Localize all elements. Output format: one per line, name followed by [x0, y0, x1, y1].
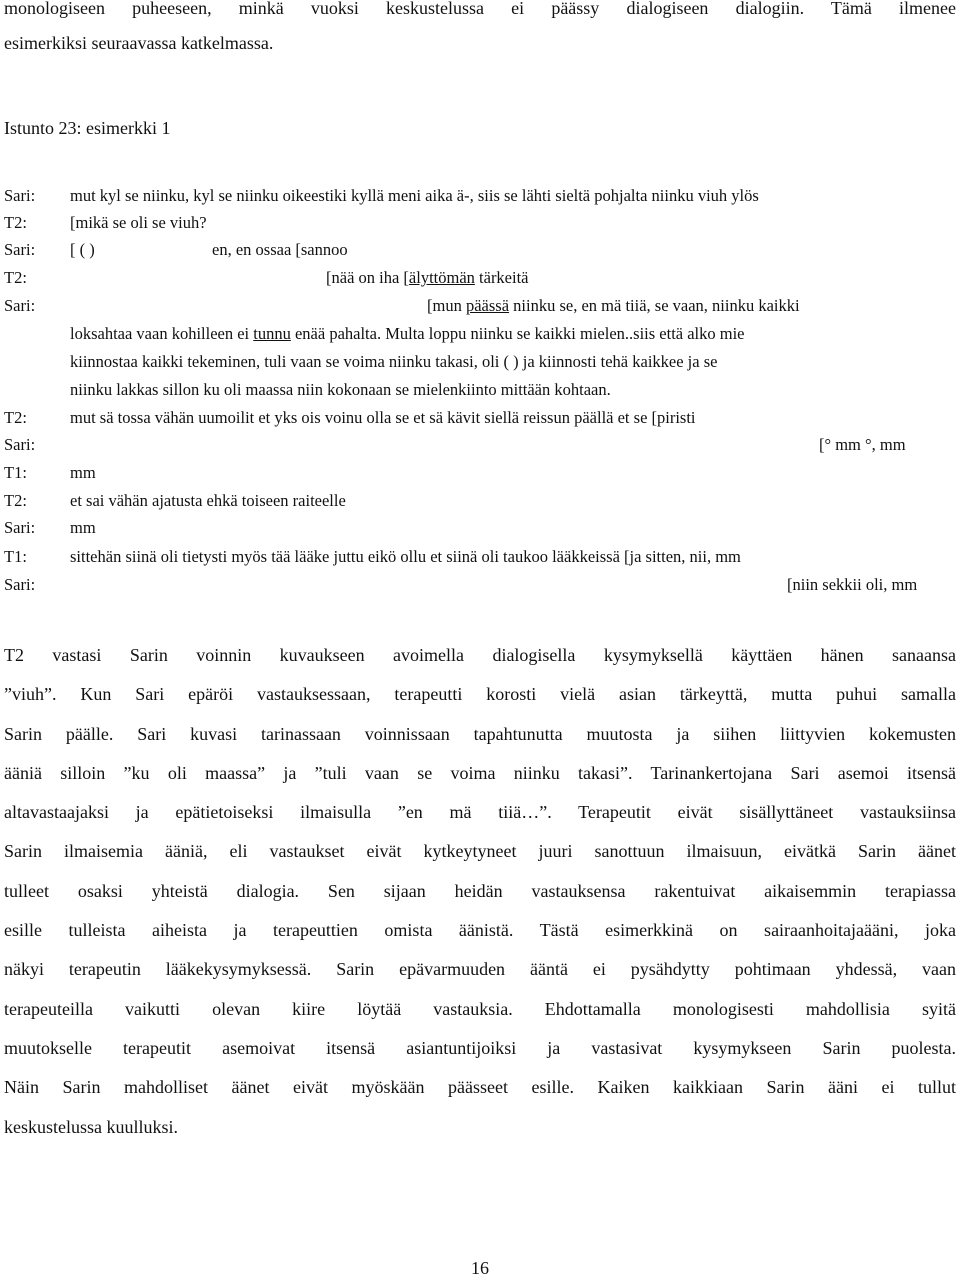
intro-line: monologiseen puheeseen, minkä vuoksi keskustelussa ei päässy dialogiseen dialogiin. Tämä ilmenee	[4, 0, 956, 18]
paragraph-line: Sarin ilmaisemia ääniä, eli vastaukset eivät kytkeytyneet juuri sanottuun ilmaisuun, eivätkä Sarin äänet	[4, 841, 956, 862]
speaker-label: T2:	[4, 408, 27, 427]
utterance	[427, 294, 800, 318]
speaker-label: T2:	[4, 213, 27, 232]
utterance: mm	[70, 518, 96, 537]
speaker-label: T2:	[4, 491, 27, 510]
speaker-label: Sari:	[4, 296, 36, 315]
paragraph-line: ääniä silloin ”ku oli maassa” ja ”tuli vaan se voima niinku takasi”. Tarinankertojana Sari asemoi itsensä	[4, 762, 956, 783]
analysis-paragraph	[4, 636, 956, 1147]
speaker-label: Sari:	[4, 435, 36, 454]
paragraph-line: näkyi terapeutin lääkekysymyksessä. Sarin epävarmuuden ääntä ei pysähdytty pohtimaan yhdessä, vaan	[4, 959, 956, 980]
utterance: sittehän siinä oli tietysti myös tää lääke juttu eikö ollu et siinä oli taukoo lääkkeissä [ja sitten, nii, mm	[70, 547, 741, 566]
paragraph-line: esille tulleista aiheista ja terapeuttien omista äänistä. Tästä esimerkkinä on sairaanhoitajaääni, joka	[4, 920, 956, 941]
utterance-part: loksahtaa vaan kohilleen ei	[70, 324, 254, 343]
paragraph-line: T2 vastasi Sarin voinnin kuvaukseen avoimella dialogisella kysymyksellä käyttäen hänen sanaansa	[4, 645, 956, 665]
utterance: [° mm °, mm	[819, 435, 906, 454]
page-number: 16	[471, 1258, 489, 1278]
utterance-part: tärkeitä	[474, 268, 529, 287]
paragraph-line: ”viuh”. Kun Sari epäröi vastauksessaan, terapeutti korosti vielä asian tärkeyttä, mutta puhui samalla	[4, 684, 956, 705]
utterance: mm	[70, 463, 96, 482]
intro-line: esimerkiksi seuraavassa katkelmassa.	[4, 33, 274, 53]
paragraph-line: keskustelussa kuulluksi.	[4, 1116, 178, 1137]
speaker-label: Sari:	[4, 186, 36, 205]
utterance-part: niinku se, en mä tiiä, se vaan, niinku kaikki	[509, 296, 800, 315]
utterance-part: [mun	[427, 296, 466, 315]
utterance: [mikä se oli se viuh?	[70, 213, 207, 232]
paragraph-line: muutokselle terapeutit asemoivat itsensä asiantuntijoiksi ja vastasivat kysymykseen Sarin puolesta.	[4, 1037, 956, 1058]
section-heading: Istunto 23: esimerkki 1	[4, 118, 171, 138]
utterance: mut kyl se niinku, kyl se niinku oikeestiki kyllä meni aika ä-, siis se lähti sieltä pohjalta niinku viuh ylös	[70, 186, 759, 205]
paragraph-line: Näin Sarin mahdolliset äänet eivät myöskään päässeet esille. Kaiken kaikkiaan Sarin ääni ei tullut	[4, 1077, 956, 1098]
paragraph-line: altavastaajaksi ja epätietoiseksi ilmaisulla ”en mä tiiä…”. Terapeutit eivät sisällyttäneet vastauksiinsa	[4, 802, 956, 823]
utterance: [niin sekkii oli, mm	[787, 575, 918, 594]
utterance-part: enää pahalta. Multa loppu niinku se kaikki mielen..siis että alko mie	[290, 324, 745, 343]
speaker-label: T1:	[4, 547, 27, 566]
intro-text	[4, 0, 956, 57]
speaker-label: Sari:	[4, 575, 36, 594]
underlined-word: älyttömän	[408, 268, 475, 287]
underlined-word: päässä	[465, 296, 510, 315]
utterance: [ ( )	[70, 240, 95, 259]
utterance: kiinnostaa kaikki tekeminen, tuli vaan se voima niinku takasi, oli ( ) ja kiinnosti tehä kaikkee ja se	[70, 352, 718, 371]
utterance: mut sä tossa vähän uumoilit et yks ois voinu olla se et sä kävit siellä reissun päällä et se [piristi	[70, 408, 696, 427]
utterance: et sai vähän ajatusta ehkä toiseen raiteelle	[70, 491, 346, 510]
utterance	[326, 266, 529, 290]
speaker-label: Sari:	[4, 240, 36, 259]
paragraph-line: tulleet osaksi yhteistä dialogia. Sen sijaan heidän vastauksensa rakentuivat aikaisemmin terapiassa	[4, 880, 956, 901]
utterance: en, en ossaa [sannoo	[212, 240, 348, 259]
paragraph-line: terapeuteilla vaikutti olevan kiire löytää vastauksia. Ehdottamalla monologisesti mahdollisia syitä	[4, 998, 956, 1019]
utterance: niinku lakkas sillon ku oli maassa niin kokonaan se mielenkiinto mittään kohtaan.	[70, 380, 611, 399]
speaker-label: Sari:	[4, 518, 36, 537]
utterance	[70, 322, 745, 346]
speaker-label: T1:	[4, 463, 27, 482]
speaker-label: T2:	[4, 268, 27, 287]
underlined-word: tunnu	[253, 324, 291, 343]
paragraph-line: Sarin päälle. Sari kuvasi tarinassaan voinnissaan tapahtunutta muutosta ja siihen liittyvien kokemusten	[4, 723, 956, 744]
utterance-part: [nää on iha [	[326, 268, 409, 287]
